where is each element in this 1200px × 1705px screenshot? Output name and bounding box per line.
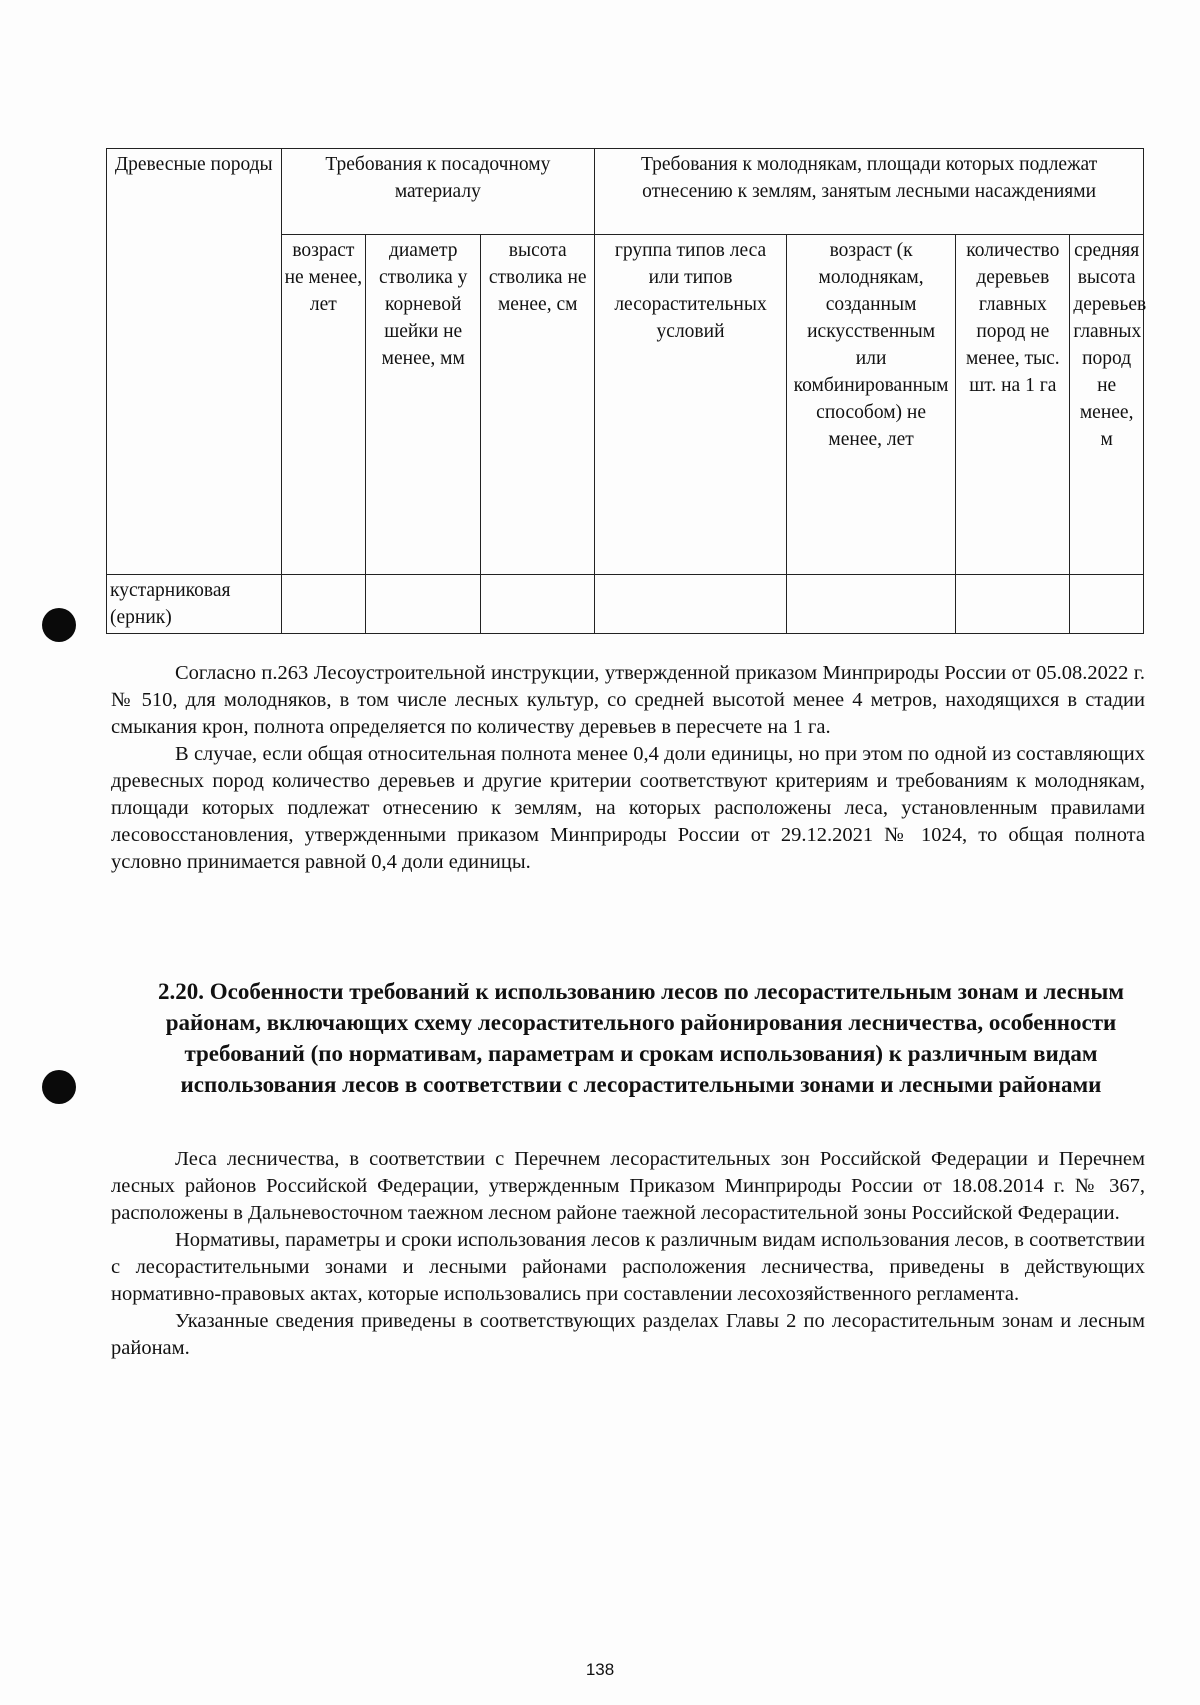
col-tree-count: количество деревьев главных пород не менее, тыс. шт. на 1 га — [956, 235, 1070, 575]
body-text-bottom — [111, 1146, 1145, 1362]
body-text-top — [111, 660, 1145, 876]
page-number: 138 — [585, 1660, 615, 1679]
table-cell-empty — [1070, 575, 1144, 634]
binder-hole-top — [42, 608, 76, 642]
col-root-collar-diameter: диаметр стволика у корневой шейки не менее, мм — [366, 235, 481, 575]
col-forest-type-group: группа типов леса или типов лесорастительных условий — [595, 235, 787, 575]
table-row-species: кустарниковая (ерник) — [107, 575, 282, 634]
table-cell-empty — [366, 575, 481, 634]
header-young-stands: Требования к молоднякам, площади которых подлежат отнесению к землям, занятым лесными насаждениями — [595, 149, 1144, 235]
table-cell-empty — [281, 575, 366, 634]
col-young-stand-age: возраст (к молоднякам, созданным искусственным или комбинированным способом) не менее, лет — [786, 235, 955, 575]
requirements-table — [106, 148, 1147, 634]
paragraph: Леса лесничества, в соответствии с Перечнем лесорастительных зон Российской Федерации и Перечнем лесных районов Российской Федерации, утвержденным Приказом Минприроды России от 18.08.2014 г. № 367, расположены в Дальневосточном таежном лесном районе таежной лесорастительной зоны Российской Федерации. — [111, 1148, 1145, 1224]
header-species: Древесные породы — [107, 149, 282, 575]
paragraph: В случае, если общая относительная полнота менее 0,4 доли единицы, но при этом по одной из составляющих древесных пород количество деревьев и другие критерии соответствуют критериям и требованиям к молоднякам, площади которых подлежат отнесению к землям, на которых расположены леса, установленным правилами лесовосстановления, утвержденными приказом Минприроды России от 29.12.2021 № 1024, то общая полнота условно принимается равной 0,4 доли единицы. — [111, 743, 1145, 873]
col-average-height: средняя высота деревьев главных пород не менее, м — [1070, 235, 1144, 575]
binder-hole-bottom — [42, 1070, 76, 1104]
col-seedling-age: возраст не менее, лет — [281, 235, 366, 575]
header-planting-material: Требования к посадочному материалу — [281, 149, 595, 235]
paragraph: Нормативы, параметры и сроки использования лесов к различным видам использования лесов, в соответствии с лесорастительными зонами и лесными районами расположения лесничества, приведены в действующих нормативно-правовых актах, которые использовались при составлении лесохозяйственного регламента. — [111, 1229, 1145, 1305]
table-cell-empty — [786, 575, 955, 634]
table-cell-empty — [956, 575, 1070, 634]
table-cell-empty — [595, 575, 787, 634]
paragraph: Согласно п.263 Лесоустроительной инструкции, утвержденной приказом Минприроды России от 05.08.2022 г. № 510, для молодняков, в том числе лесных культур, со средней высотой менее 4 метров, находящихся в стадии смыкания крон, полнота определяется по количеству деревьев в пересчете на 1 га. — [111, 662, 1145, 738]
section-heading: 2.20. Особенности требований к использованию лесов по лесорастительным зонам и лесным районам, включающих схему лесорастительного районирования лесничества, особенности требований (по нормативам, параметрам и срокам использования) к различным видам использования лесов в соответствии с лесорастительными зонами и лесными районами — [158, 979, 1124, 1097]
table-cell-empty — [481, 575, 595, 634]
paragraph: Указанные сведения приведены в соответствующих разделах Главы 2 по лесорастительным зонам и лесным районам. — [111, 1310, 1145, 1359]
col-stem-height: высота стволика не менее, см — [481, 235, 595, 575]
